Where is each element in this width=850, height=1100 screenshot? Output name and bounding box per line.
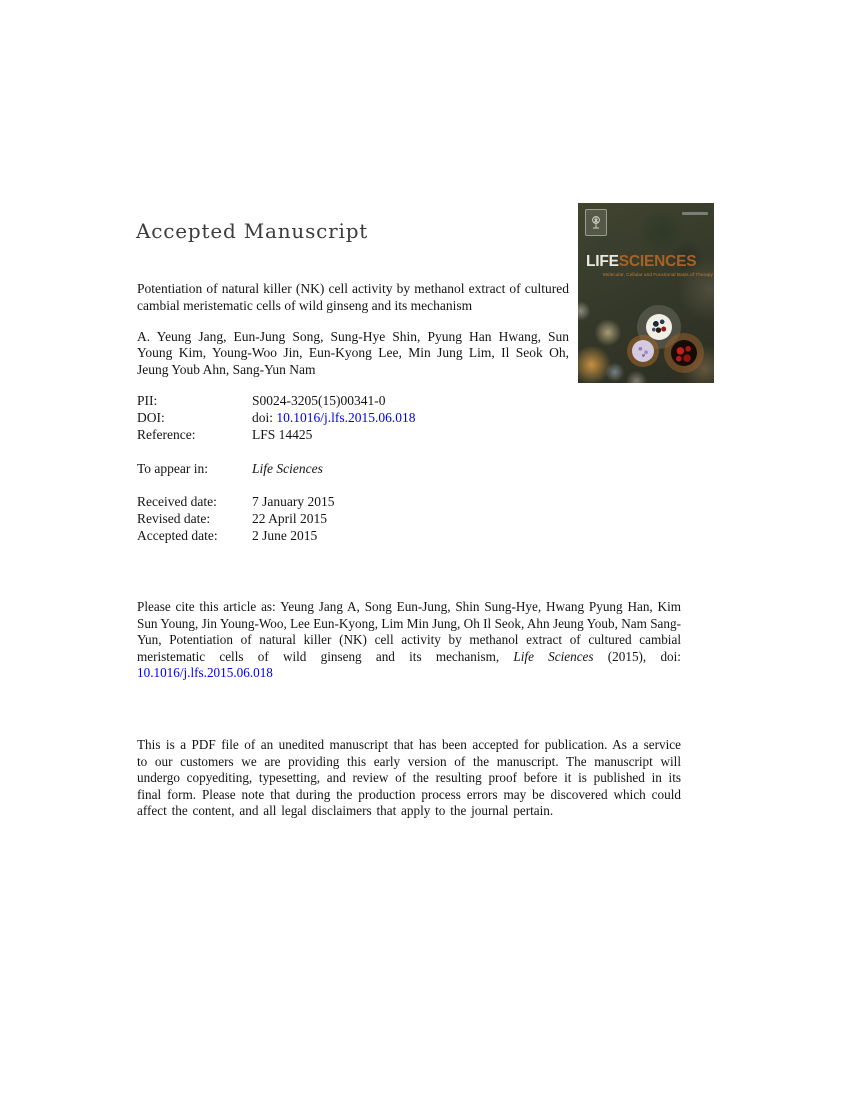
cover-volume-text — [682, 212, 708, 215]
red-cells-image — [671, 340, 697, 366]
doi-value — [252, 409, 416, 426]
journal-cover-image — [578, 203, 714, 383]
reference-value: LFS 14425 — [252, 427, 313, 442]
journal-name-life: LIFE — [586, 253, 619, 270]
reference-label: Reference: — [137, 427, 196, 442]
metadata-row-journal — [137, 460, 323, 477]
elsevier-logo — [585, 209, 607, 236]
accepted-date-value: 2 June 2015 — [252, 528, 318, 543]
article-authors: A. Yeung Jang, Eun-Jung Song, Sung-Hye Shin, Pyung Han Hwang, Sun Young Kim, Young-Woo Jin, Eun-Kyong Lee, Min Jung Lim, Il Seok Oh, Jeung Youb Ahn, Sang-Yun Nam — [137, 329, 569, 377]
journal-name-sciences: SCIENCES — [618, 253, 697, 270]
metadata-row-doi — [137, 409, 416, 426]
metadata-row-revised — [137, 510, 334, 527]
received-date-value: 7 January 2015 — [252, 494, 335, 509]
accepted-date-label: Accepted date: — [137, 528, 218, 543]
metadata-dates — [137, 493, 334, 544]
citation-journal-italic: Life Sciences — [513, 648, 594, 664]
pink-cells-image — [632, 340, 654, 362]
accepted-manuscript-heading: Accepted Manuscript — [136, 219, 369, 243]
revised-date-value: 22 April 2015 — [252, 511, 328, 526]
metadata-identifiers — [137, 392, 416, 443]
to-appear-label: To appear in: — [137, 461, 209, 476]
article-title: Potentiation of natural killer (NK) cell activity by methanol extract of cultured cambial meristematic cells of wild ginseng and its mechanism — [137, 281, 569, 313]
metadata-row-reference — [137, 426, 416, 443]
citation-middle: (2015), doi: — [593, 648, 681, 664]
journal-name — [586, 253, 696, 271]
citation-text: Please cite this article as: Yeung Jang A, Song Eun-Jung, Shin Sung-Hye, Hwang Pyung Han, Kim Sun Young, Jin Young-Woo, Lee Eun-Kyong, Lim Min Jung, Oh Il Seok, Ahn Jeung Youb, Nam Sang-Yun, Potentiation of natural killer (NK) cell activity by methanol extract of cultured cambial meristematic cells of wild ginseng and its mechanism, — [137, 599, 681, 664]
journal-title: Life Sciences — [252, 461, 323, 476]
received-date-label: Received date: — [137, 494, 217, 509]
doi-label: DOI: — [137, 410, 165, 425]
pii-value: S0024-3205(15)00341-0 — [252, 393, 386, 408]
doi-link[interactable]: 10.1016/j.lfs.2015.06.018 — [276, 410, 416, 425]
journal-subtitle: Molecular, Cellular and Functional Basis of Therapy — [603, 272, 713, 277]
disclaimer-paragraph: This is a PDF file of an unedited manuscript that has been accepted for publication. As a service to our customers we are providing this early version of the manuscript. The manuscript will undergo copyediting, typesetting, and review of the resulting proof before it is published in its final form. Please note that during the production process errors may be discovered which could affect the content, and all legal disclaimers that apply to the journal pertain. — [137, 737, 681, 819]
metadata-row-pii — [137, 392, 416, 409]
revised-date-label: Revised date: — [137, 511, 211, 526]
doi-prefix: doi: — [252, 410, 277, 425]
citation-doi-link[interactable]: 10.1016/j.lfs.2015.06.018 — [137, 665, 273, 681]
metadata-row-received — [137, 493, 334, 510]
metadata-row-accepted — [137, 527, 334, 544]
elsevier-tree-icon — [590, 215, 602, 231]
pii-label: PII: — [137, 393, 158, 408]
metadata-to-appear — [137, 460, 323, 477]
citation-paragraph — [137, 599, 681, 682]
